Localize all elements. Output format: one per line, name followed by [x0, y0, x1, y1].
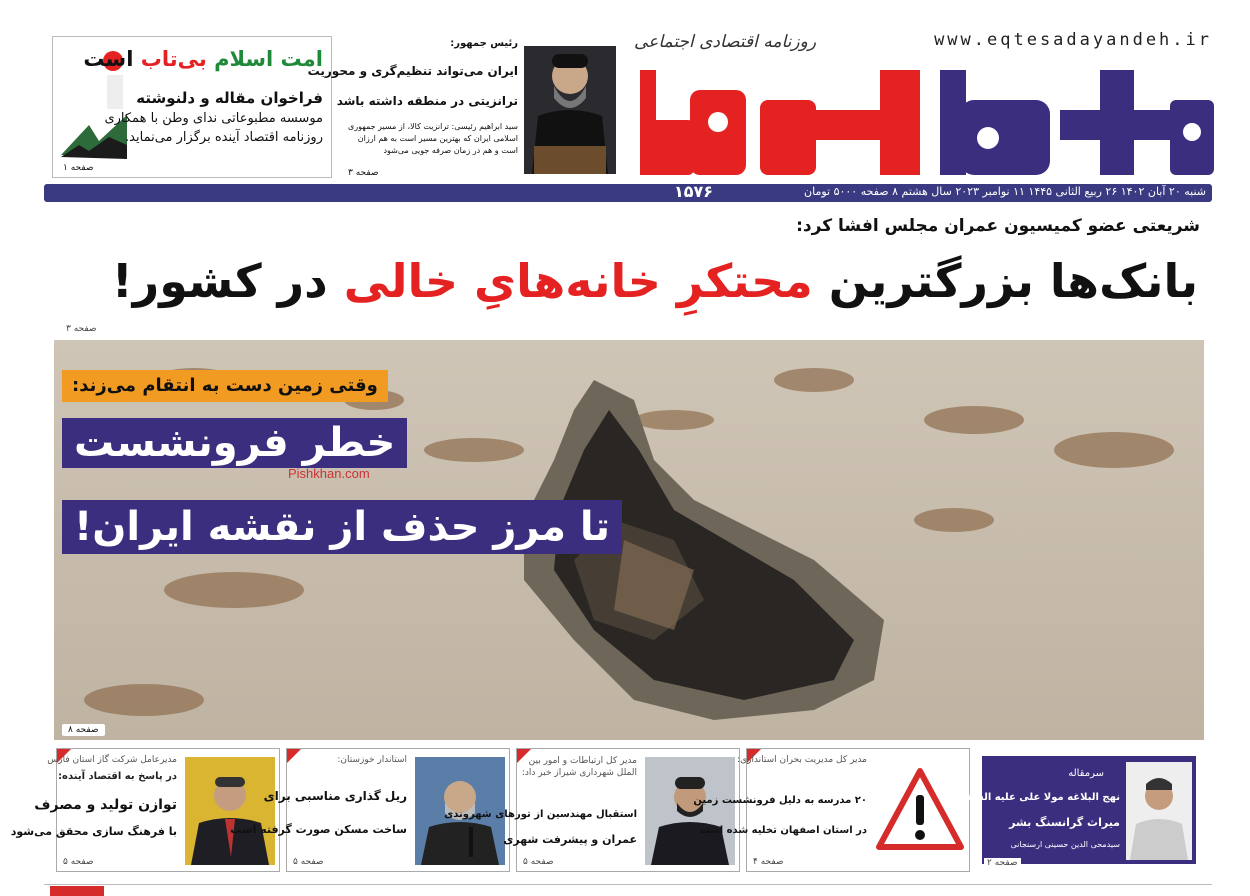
ad-headline-red: بی‌تاب: [140, 47, 207, 71]
teaser-body-1: سید ابراهیم رئیسی: ترانزیت کالا، از مسیر جمهوری: [348, 122, 518, 131]
official-photo: [645, 757, 735, 865]
card-author: سیدمحی الدین حسینی ارسنجانی: [1010, 840, 1120, 849]
teaser-call-for-papers[interactable]: [52, 36, 332, 178]
photo-title-1[interactable]: خطر فرونشست: [62, 418, 407, 468]
card-role: سرمقاله: [1068, 768, 1104, 779]
page-ref: صفحه ۳: [66, 324, 97, 334]
photo-kicker: وقتی زمین دست به انتقام می‌زند:: [62, 370, 388, 402]
president-photo: [524, 46, 616, 174]
card-subrole: در پاسخ به اقتصاد آینده:: [58, 771, 177, 782]
main-story[interactable]: [44, 206, 1212, 340]
watermark: Pishkhan.com: [288, 466, 370, 481]
card-role: مدیر کل ارتباطات و امور بین الملل شهرداری شیراز خبر داد:: [521, 756, 637, 778]
teaser-role: رئیس جمهور:: [450, 38, 518, 49]
photo-title-2[interactable]: تا مرز حذف از نقشه ایران!: [62, 500, 622, 554]
newspaper-logo: [630, 60, 1220, 180]
bottom-strip: [44, 884, 1212, 896]
card-crisis-management[interactable]: [693, 748, 970, 872]
corner-marker: [287, 749, 301, 763]
page-ref: صفحه ۱: [63, 163, 94, 173]
teaser-president[interactable]: [307, 36, 622, 178]
date-bar: [44, 184, 1212, 202]
card-title-1: ریل گذاری مناسبی برای: [263, 789, 407, 803]
page-ref: صفحه ۳: [348, 168, 379, 178]
teaser-body-2: اسلامی ایران که بهترین مسیر است به هم ارزان: [357, 134, 518, 143]
teaser-body-3: است و هم در زمان صرفه جویی می‌شود: [383, 146, 518, 155]
issue-number: ۱۵۷۶: [674, 182, 714, 201]
card-title-2: میراث گرانسنگ بشر: [1009, 816, 1120, 829]
ad-headline-end: است: [83, 47, 134, 71]
card-title-2: با فرهنگ سازی محقق می‌شود: [10, 825, 177, 838]
card-editorial[interactable]: [958, 748, 1200, 872]
page-ref: صفحه ۲: [984, 858, 1021, 868]
page-ref: صفحه ۴: [753, 857, 784, 867]
issue-date: شنبه ۲۰ آبان ۱۴۰۲ ۲۶ ربیع الثانی ۱۴۴۵ ۱۱ نوامبر ۲۰۲۳ سال هشتم ۸ صفحه ۵۰۰۰ تومان: [804, 185, 1206, 198]
ad-line-2: موسسه مطبوعاتی ندای وطن با همکاری: [104, 111, 323, 126]
warning-icon: [875, 757, 965, 865]
main-headline: [112, 254, 1198, 308]
page-ref: صفحه ۸: [62, 724, 105, 736]
site-url[interactable]: www.eqtesadayandeh.ir: [934, 30, 1212, 50]
card-role: مدیرعامل شرکت گاز استان فارس: [47, 755, 177, 765]
ad-headline-green: امت اسلام: [214, 47, 323, 71]
headline-part-1: بانک‌ها بزرگترین: [812, 254, 1198, 308]
headline-part-2: در کشور!: [111, 254, 344, 308]
card-title-2: در استان اصفهان تخلیه شده است: [699, 825, 867, 836]
card-role: مدیر کل مدیریت بحران استانداری:: [737, 755, 867, 765]
card-title-1: ۲۰ مدرسه به دلیل فرونشست زمین: [693, 795, 867, 806]
page-ref: صفحه ۵: [293, 857, 324, 867]
masthead: [630, 30, 1220, 180]
card-title-2: عمران و پیشرفت شهری: [503, 833, 637, 846]
card-shiraz-municipality[interactable]: [444, 748, 740, 872]
page-ref: صفحه ۵: [63, 857, 94, 867]
card-gas-company[interactable]: [10, 748, 280, 872]
ad-line-1: فراخوان مقاله و دلنوشته: [136, 89, 323, 107]
card-title-1: نهج البلاغه مولا علی علیه السلام: [958, 792, 1120, 803]
card-title-1: توازن تولید و مصرف: [34, 797, 177, 813]
logo-tagline: روزنامه اقتصادی اجتماعی: [634, 32, 817, 52]
card-title-1: استقبال مهندسین از تورهای شهروندی: [444, 809, 637, 820]
ad-line-3: روزنامه اقتصاد آینده برگزار می‌نماید.: [125, 130, 323, 145]
official-photo: [185, 757, 275, 865]
teaser-title-1: ایران می‌تواند تنظیم‌گری و محوریت: [307, 64, 518, 78]
card-title-2: ساخت مسکن صورت گرفته است: [230, 823, 407, 836]
teaser-title-2: ترانزیتی در منطقه داشته باشد: [336, 94, 518, 108]
bottom-red-tab: [50, 886, 104, 896]
main-kicker: شریعتی عضو کمیسیون عمران مجلس افشا کرد:: [796, 216, 1200, 236]
card-role: استاندار خوزستان:: [337, 755, 407, 765]
author-photo: [1126, 762, 1192, 860]
page-ref: صفحه ۵: [523, 857, 554, 867]
headline-red: محتکرِ خانه‌هایِ خالی: [343, 254, 813, 308]
ad-headline: [83, 47, 323, 71]
